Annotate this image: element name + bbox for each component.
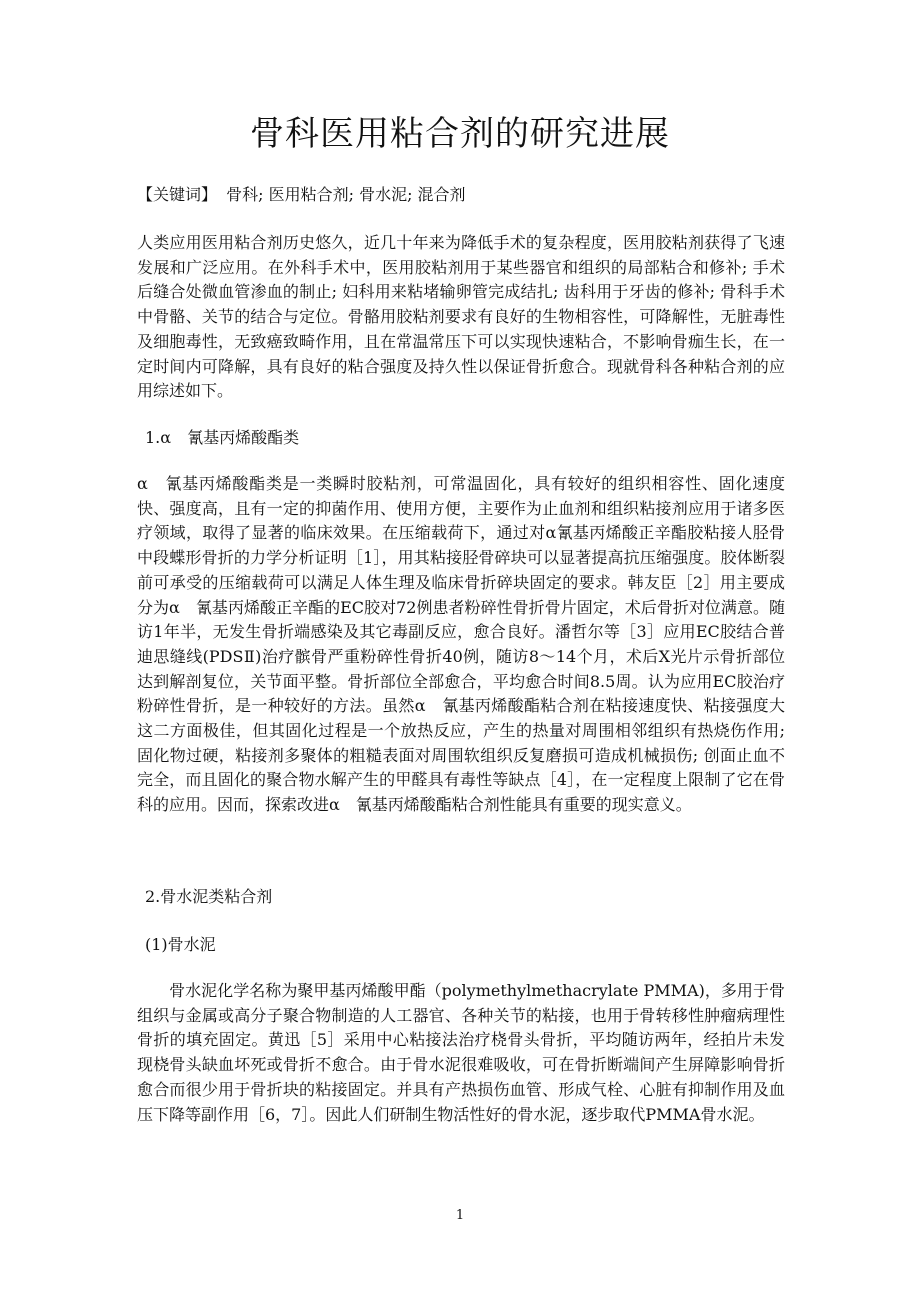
keywords-label: 【关键词】 bbox=[137, 185, 218, 204]
alpha-cyanoacrylate-paragraph: α 氰基丙烯酸酯类是一类瞬时胶粘剂，可常温固化，具有较好的组织相容性、固化速度快、强度高，且有一定的抑菌作用、使用方便，主要作为止血剂和组织粘接剂应用于诸多医疗领域，取得了显著的临床效果。在压缩载荷下，通过对α氰基丙烯酸正辛酯胶粘接人胫骨中段蝶形骨折的力学分析证明［1］，用其粘接胫骨碎块可以显著提高抗压缩强度。胶体断裂前可承受的压缩载荷可以满足人体生理及临床骨折碎块固定的要求。韩友臣［2］用主要成分为α 氰基丙烯酸正辛酯的EC胶对72例患者粉碎性骨折骨片固定，术后骨折对位满意。随访1年半，无发生骨折端感染及其它毒副反应，愈合良好。潘哲尔等［3］应用EC胶结合普迪思缝线(PDSⅡ)治疗髌骨严重粉碎性骨折40例，随访8～14个月，术后X光片示骨折部位达到解剖复位，关节面平整。骨折部位全部愈合，平均愈合时间8.5周。认为应用EC胶治疗粉碎性骨折，是一种较好的方法。虽然α 氰基丙烯酸酯粘合剂在粘接速度快、粘接强度大这二方面极佳，但其固化过程是一个放热反应，产生的热量对周围相邻组织有热烧伤作用; 固化物过硬，粘接剂多聚体的粗糙表面对周围软组织反复磨损可造成机械损伤; 创面止血不完全，而且固化的聚合物水解产生的甲醛具有毒性等缺点［4］，在一定程度上限制了它在骨科的应用。因而，探索改进α 氰基丙烯酸酯粘合剂性能具有重要的现实意义。 bbox=[137, 474, 785, 815]
page-number: 1 bbox=[455, 1208, 465, 1223]
keywords-line bbox=[137, 182, 797, 208]
bone-cement-paragraph: 骨水泥化学名称为聚甲基丙烯酸甲酯（polymethylmethacrylate PMMA)，多用于骨组织与金属或高分子聚合物制造的人工器官、各种关节的粘接，也用于骨转移性肿瘤病理性骨折的填充固定。黄迅［5］采用中心粘接法治疗桡骨头骨折，平均随访两年，经拍片未发现桡骨头缺血坏死或骨折不愈合。由于骨水泥很难吸收，可在骨折断端间产生屏障影响骨折愈合而很少用于骨折块的粘接固定。并具有产热损伤血管、形成气栓、心脏有抑制作用及血压下降等副作用［6，7］。因此人们研制生物活性好的骨水泥，逐步取代PMMA骨水泥。 bbox=[137, 981, 785, 1124]
keywords-text: 骨科; 医用粘合剂; 骨水泥; 混合剂 bbox=[226, 185, 466, 204]
page-title: 骨科医用粘合剂的研究进展 bbox=[250, 114, 670, 154]
intro-paragraph: 人类应用医用粘合剂历史悠久，近几十年来为降低手术的复杂程度，医用胶粘剂获得了飞速发展和广泛应用。在外科手术中，医用胶粘剂用于某些器官和组织的局部粘合和修补; 手术后缝合处微血管渗血的制止; 妇科用来粘堵输卵管完成结扎; 齿科用于牙齿的修补; 骨科手术中骨骼、关节的结合与定位。骨骼用胶粘剂要求有良好的生物相容性，可降解性，无脏毒性及细胞毒性，无致癌致畸作用，且在常温常压下可以实现快速粘合，不影响骨痂生长，在一定时间内可降解，具有良好的粘合强度及持久性以保证骨折愈合。现就骨科各种粘合剂的应用综述如下。 bbox=[137, 233, 785, 401]
section-heading-bone-cement: 2.骨水泥类粘合剂 bbox=[145, 887, 273, 906]
section-heading-alpha-cyanoacrylate: 1.α 氰基丙烯酸酯类 bbox=[145, 428, 300, 447]
subsection-heading-bone-cement: (1)骨水泥 bbox=[145, 935, 216, 954]
